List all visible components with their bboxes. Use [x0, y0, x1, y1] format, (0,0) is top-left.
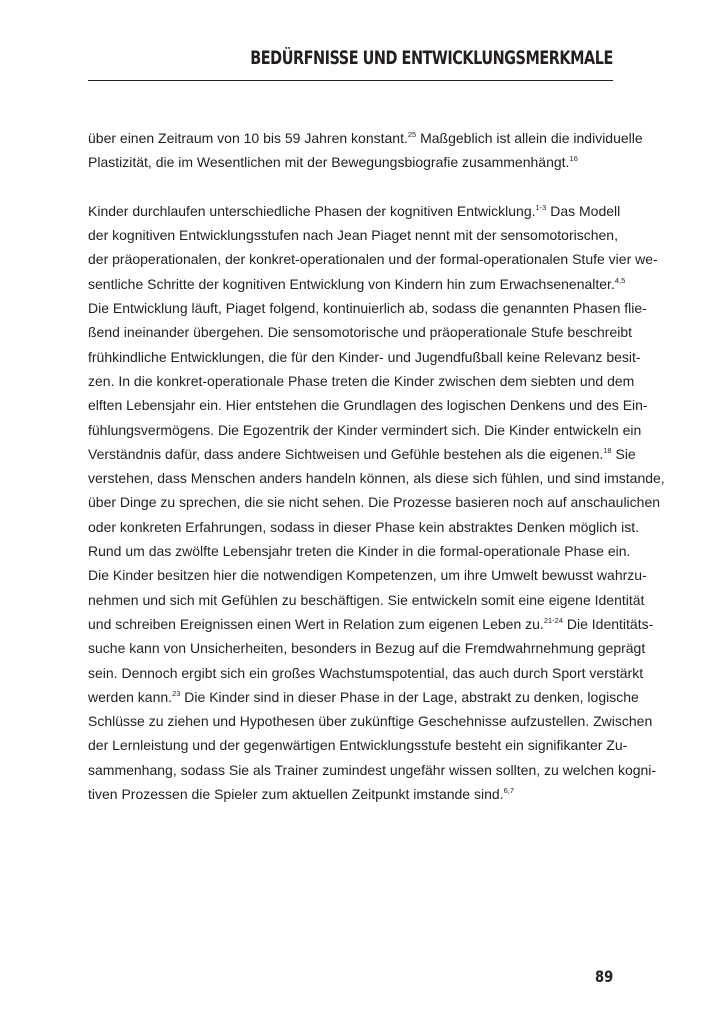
- line-text: fühlungsvermögens. Die Egozentrik der Kinder vermindert sich. Die Kinder entwickeln ein: [88, 421, 642, 438]
- text-line: [88, 199, 621, 223]
- line-text: und schreiben Ereignissen einen Wert in Relation zum eigenen Leben zu.: [88, 615, 544, 632]
- footnote-reference: 18: [603, 445, 612, 455]
- footnote-reference: 25: [407, 130, 417, 139]
- text-line: [88, 636, 646, 660]
- line-text: sentliche Schritte der kognitiven Entwicklung von Kindern hin zum Erwachsenenalter.: [88, 275, 615, 292]
- line-text: oder konkreten Erfahrungen, sodass in dieser Phase kein abstraktes Denken möglich ist.: [88, 518, 639, 535]
- line-text: Schlüsse zu ziehen und Hypothesen über zukünftige Geschehnisse aufzustellen. Zwischen: [88, 713, 653, 730]
- line-text: elften Lebensjahr ein. Hier entstehen die Grundlagen des logischen Denkens und des Ein-: [88, 397, 648, 414]
- line-text: Kinder durchlaufen unterschiedliche Phasen der kognitiven Entwicklung.: [88, 202, 536, 219]
- footnote-reference: 23: [172, 688, 181, 698]
- text-line: [88, 539, 631, 563]
- footnote-reference: 4,5: [614, 275, 626, 285]
- text-line: [88, 126, 643, 150]
- line-text: der Lernleistung und der gegenwärtigen Entwicklungsstufe besteht ein signifikanter Zu-: [88, 737, 628, 754]
- text-line: [88, 466, 665, 490]
- text-line: [88, 685, 639, 709]
- text-line: [88, 758, 657, 782]
- text-line: [88, 588, 645, 612]
- text-line: [88, 661, 644, 685]
- line-text: Plastizität, die im Wesentlichen mit der Bewegungsbiografie zusammenhängt.: [88, 154, 570, 171]
- line-text: frühkindliche Entwicklungen, die für den Kinder- und Jugendfußball keine Relevanz besit-: [88, 348, 641, 365]
- header-rule: [88, 80, 613, 81]
- paragraph: [88, 126, 643, 175]
- text-line: [88, 782, 613, 806]
- line-text-tail: Maßgeblich ist allein die individuelle: [416, 130, 643, 146]
- line-text: Rund um das zwölfte Lebensjahr treten die Kinder in die formal-operationale Phase ein.: [88, 543, 631, 560]
- text-line: [88, 442, 636, 466]
- text-line: [88, 296, 647, 320]
- line-text: über Dinge zu sprechen, die sie nicht sehen. Die Prozesse basieren noch auf anschaulichen: [88, 494, 661, 511]
- text-line: [88, 345, 641, 369]
- paragraph-gap: [88, 175, 613, 199]
- line-text: der kognitiven Entwicklungsstufen nach Jean Piaget nennt mit der sensomotorischen,: [88, 227, 618, 244]
- text-line: [88, 150, 613, 174]
- line-text: nehmen und sich mit Gefühlen zu beschäftigen. Sie entwickeln somit eine eigene Identität: [88, 591, 645, 608]
- line-text: der präoperationalen, der konkret-operationalen und der formal-operationalen Stufe vier we-: [88, 251, 658, 268]
- line-text: ßend ineinander übergehen. Die sensomotorische und präoperationale Stufe beschreibt: [88, 324, 633, 341]
- line-text-tail: Die Identitäts-: [563, 615, 654, 632]
- text-line: [88, 369, 635, 393]
- text-line: [88, 563, 647, 587]
- text-line: [88, 223, 618, 247]
- line-text-tail: Sie: [611, 445, 636, 462]
- text-line: [88, 320, 633, 344]
- footnote-reference: 21-24: [543, 615, 563, 625]
- line-text-tail: Die Kinder sind in dieser Phase in der Lage, abstrakt zu denken, logische: [180, 688, 639, 705]
- line-text: werden kann.: [88, 688, 173, 705]
- line-text: über einen Zeitraum von 10 bis 59 Jahren konstant.: [88, 130, 408, 146]
- text-line: [88, 515, 639, 539]
- line-text: verstehen, dass Menschen anders handeln können, als diese sich fühlen, und sind imstande,: [88, 470, 665, 487]
- text-line: [88, 733, 628, 757]
- running-header-title: BEDÜRFNISSE UND ENTWICKLUNGSMERKMALE: [250, 48, 613, 69]
- text-line: [88, 418, 642, 442]
- line-text: suche kann von Unsicherheiten, besonders in Bezug auf die Fremdwahrnehmung geprägt: [88, 640, 646, 657]
- line-text: Verständnis dafür, dass andere Sichtweisen und Gefühle bestehen als die eigenen.: [88, 445, 604, 462]
- paragraph: [88, 199, 665, 806]
- footnote-reference: 16: [569, 154, 578, 164]
- line-text-tail: Das Modell: [546, 202, 621, 219]
- line-text: zen. In die konkret-operationale Phase treten die Kinder zwischen dem siebten und dem: [88, 372, 635, 389]
- text-line: [88, 272, 626, 296]
- text-line: [88, 612, 654, 636]
- text-line: [88, 247, 658, 271]
- text-line: [88, 709, 653, 733]
- line-text: sein. Dennoch ergibt sich ein großes Wachstumspotential, das auch durch Sport verstärkt: [88, 664, 644, 681]
- line-text: Die Kinder besitzen hier die notwendigen Kompetenzen, um ihre Umwelt bewusst wahrzu-: [88, 567, 647, 584]
- text-line: [88, 490, 661, 514]
- text-line: [88, 393, 648, 417]
- footnote-reference: 1-3: [535, 202, 547, 212]
- footnote-reference: 6,7: [503, 786, 514, 796]
- line-text: tiven Prozessen die Spieler zum aktuellen Zeitpunkt imstande sind.: [88, 786, 504, 803]
- body-text: [88, 126, 665, 806]
- page-number: 89: [594, 967, 613, 986]
- line-text: Die Entwicklung läuft, Piaget folgend, kontinuierlich ab, sodass die genannten Phasen flie-: [88, 300, 647, 317]
- line-text: sammenhang, sodass Sie als Trainer zumindest ungefähr wissen sollten, zu welchen kogni-: [88, 761, 657, 778]
